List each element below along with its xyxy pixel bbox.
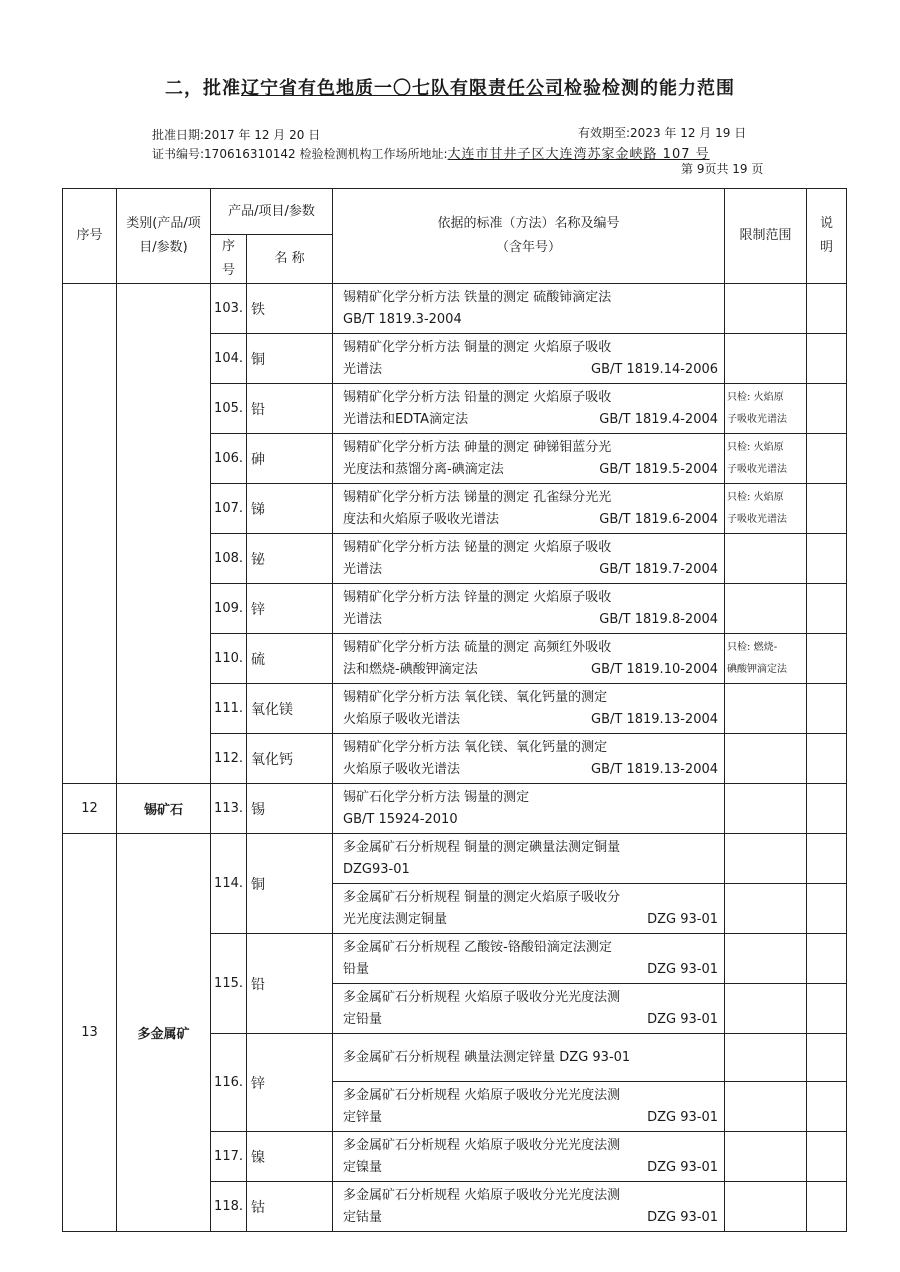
standard-line2-text: 光谱法 (343, 612, 383, 627)
item-number: 107. (211, 484, 247, 534)
limit-cell (725, 584, 807, 634)
standard-line2 (343, 709, 718, 731)
standard-name: 多金属矿石分析规程 乙酸铵-铬酸铅滴定法测定 (343, 940, 612, 955)
group-category: 多金属矿 (117, 834, 211, 1232)
item-number: 118. (211, 1182, 247, 1232)
standard-cell (333, 884, 725, 934)
item-name: 镍 (247, 1132, 333, 1182)
limit-cell (725, 834, 807, 884)
cert-label: 证书编号: (152, 147, 205, 161)
standard-line2 (343, 1157, 718, 1179)
limit-line: 只检: 火焰原 (727, 491, 784, 503)
limit-line: 子吸收光谱法 (727, 413, 788, 425)
standard-cell (333, 684, 725, 734)
standard-line2-text: 定锌量 (343, 1110, 383, 1125)
note-cell (807, 1082, 847, 1132)
item-name: 锑 (247, 484, 333, 534)
limit-line: 子吸收光谱法 (727, 513, 788, 525)
standard-line2 (343, 1207, 718, 1229)
standard-line2-text: 定铅量 (343, 1012, 383, 1027)
standard-line2 (343, 759, 718, 781)
note-cell (807, 584, 847, 634)
limit-cell (725, 334, 807, 384)
header-product: 产品/项目/参数 (211, 189, 333, 235)
standard-line2 (343, 309, 718, 331)
note-cell (807, 334, 847, 384)
approval-date (152, 126, 320, 143)
standard-line2 (343, 409, 718, 431)
standard-code: DZG 93-01 (647, 1160, 719, 1175)
limit-cell (725, 284, 807, 334)
standard-line2 (343, 959, 718, 981)
limit-line: 碘酸钾滴定法 (727, 663, 788, 675)
item-name: 氧化镁 (247, 684, 333, 734)
title-org: 辽宁省有色地质一〇七队有限责任公司 (241, 78, 564, 99)
standard-code: DZG 93-01 (647, 912, 719, 927)
standard-line2-text: 光谱法 (343, 362, 383, 377)
standard-line2-text: 光谱法 (343, 562, 383, 577)
note-cell (807, 384, 847, 434)
page-number: 第 9页共 19 页 (681, 162, 764, 176)
limit-line: 只检: 火焰原 (727, 391, 784, 403)
standard-name: 多金属矿石分析规程 碘量法测定锌量 DZG 93-01 (343, 1050, 631, 1065)
item-number: 114. (211, 834, 247, 934)
standard-line2-text: DZG93-01 (343, 862, 410, 877)
item-number: 109. (211, 584, 247, 634)
standard-cell (333, 1132, 725, 1182)
note-cell (807, 534, 847, 584)
note-cell (807, 434, 847, 484)
note-cell (807, 1132, 847, 1182)
item-number: 110. (211, 634, 247, 684)
standard-line2-text: 火焰原子吸收光谱法 (343, 712, 461, 727)
standard-code: GB/T 1819.14-2006 (591, 362, 719, 377)
standard-line2-text: 光光度法测定铜量 (343, 912, 448, 927)
standard-cell (333, 434, 725, 484)
approval-date-value: 2017 年 12 月 20 日 (204, 128, 321, 142)
standard-line2 (343, 909, 718, 931)
standard-name: 多金属矿石分析规程 火焰原子吸收分光光度法测 (343, 1138, 621, 1153)
item-number: 108. (211, 534, 247, 584)
item-number: 112. (211, 734, 247, 784)
limit-cell (725, 1082, 807, 1132)
category-cell (117, 284, 211, 784)
standard-cell (333, 334, 725, 384)
standard-code: GB/T 1819.7-2004 (599, 562, 719, 577)
standard-line2 (343, 509, 718, 531)
item-name: 铁 (247, 284, 333, 334)
standard-line2-text: 铅量 (343, 962, 370, 977)
standard-code: GB/T 1819.5-2004 (599, 462, 719, 477)
standard-line2-text: 定钴量 (343, 1210, 383, 1225)
cert-line (152, 143, 710, 162)
item-number: 115. (211, 934, 247, 1034)
standard-line2 (343, 859, 718, 881)
standard-cell (333, 634, 725, 684)
item-name: 铜 (247, 334, 333, 384)
standard-name: 锡矿石化学分析方法 锡量的测定 (343, 790, 530, 805)
standard-line2-text: 火焰原子吸收光谱法 (343, 762, 461, 777)
standard-line2 (343, 1107, 718, 1129)
standard-line2-text: 法和燃烧-碘酸钾滴定法 (343, 662, 478, 677)
table-row (63, 284, 847, 334)
note-cell (807, 834, 847, 884)
standard-name: 锡精矿化学分析方法 锌量的测定 火焰原子吸收 (343, 590, 612, 605)
standard-cell (333, 1034, 725, 1082)
item-name: 锌 (247, 1034, 333, 1132)
standard-line2-text: 光度法和蒸馏分离-碘滴定法 (343, 462, 504, 477)
standard-name: 锡精矿化学分析方法 硫量的测定 高频红外吸收 (343, 640, 612, 655)
standard-name: 多金属矿石分析规程 铜量的测定碘量法测定铜量 (343, 840, 621, 855)
group-category: 锡矿石 (117, 784, 211, 834)
valid-until-label: 有效期至: (578, 126, 631, 140)
standard-name: 锡精矿化学分析方法 氧化镁、氧化钙量的测定 (343, 740, 608, 755)
table-row (63, 784, 847, 834)
standard-line2 (343, 1009, 718, 1031)
standard-cell (333, 984, 725, 1034)
limit-cell (725, 734, 807, 784)
limit-cell (725, 484, 807, 534)
header-note: 说明 (807, 189, 847, 284)
note-cell (807, 284, 847, 334)
seq-cell (63, 284, 117, 784)
standard-cell (333, 784, 725, 834)
limit-line: 只检: 燃烧- (727, 641, 778, 653)
standard-line2-text: GB/T 1819.3-2004 (343, 312, 462, 327)
cert-number: 170616310142 (204, 147, 296, 161)
note-cell (807, 684, 847, 734)
standard-name: 锡精矿化学分析方法 氧化镁、氧化钙量的测定 (343, 690, 608, 705)
note-cell (807, 884, 847, 934)
limit-cell (725, 984, 807, 1034)
standard-name: 锡精矿化学分析方法 铅量的测定 火焰原子吸收 (343, 390, 612, 405)
item-name: 钴 (247, 1182, 333, 1232)
item-name: 锌 (247, 584, 333, 634)
header-category: 类别(产品/项目/参数) (117, 189, 211, 284)
header-seq: 序号 (63, 189, 117, 284)
standard-name: 多金属矿石分析规程 火焰原子吸收分光光度法测 (343, 990, 621, 1005)
title-prefix: 二，批准 (165, 78, 241, 99)
limit-cell (725, 634, 807, 684)
standard-cell (333, 1082, 725, 1132)
standard-cell (333, 484, 725, 534)
limit-cell (725, 1034, 807, 1082)
note-cell (807, 734, 847, 784)
note-cell (807, 984, 847, 1034)
standard-cell (333, 1182, 725, 1232)
item-number: 113. (211, 784, 247, 834)
standard-line2 (343, 359, 718, 381)
standard-name: 锡精矿化学分析方法 锑量的测定 孔雀绿分光光 (343, 490, 612, 505)
standard-line2-text: 定镍量 (343, 1160, 383, 1175)
limit-cell (725, 884, 807, 934)
standard-name: 锡精矿化学分析方法 铁量的测定 硫酸铈滴定法 (343, 290, 612, 305)
standard-name: 锡精矿化学分析方法 铋量的测定 火焰原子吸收 (343, 540, 612, 555)
limit-cell (725, 684, 807, 734)
standard-name: 锡精矿化学分析方法 铜量的测定 火焰原子吸收 (343, 340, 612, 355)
standard-line2 (343, 809, 718, 831)
standard-code: DZG 93-01 (647, 1110, 719, 1125)
limit-cell (725, 1182, 807, 1232)
standard-cell (333, 384, 725, 434)
standard-code: GB/T 1819.13-2004 (591, 712, 719, 727)
standard-line2 (343, 609, 718, 631)
address-value: 大连市甘井子区大连湾苏家金峡路 107 号 (447, 147, 710, 162)
limit-cell (725, 534, 807, 584)
standard-cell (333, 834, 725, 884)
standard-cell (333, 584, 725, 634)
item-name: 铜 (247, 834, 333, 934)
standard-line2 (343, 659, 718, 681)
note-cell (807, 634, 847, 684)
item-number: 103. (211, 284, 247, 334)
limit-line: 子吸收光谱法 (727, 463, 788, 475)
note-cell (807, 1034, 847, 1082)
limit-cell (725, 784, 807, 834)
capability-table (62, 188, 847, 1232)
standard-code: DZG 93-01 (647, 1210, 719, 1225)
item-name: 氧化钙 (247, 734, 333, 784)
item-number: 116. (211, 1034, 247, 1132)
limit-line: 只检: 火焰原 (727, 441, 784, 453)
item-number: 111. (211, 684, 247, 734)
standard-cell (333, 534, 725, 584)
title-suffix: 检验检测的能力范围 (564, 78, 735, 99)
header-standard: 依据的标准（方法）名称及编号（含年号） (333, 189, 725, 284)
address-label: 检验检测机构工作场所地址: (299, 147, 448, 161)
limit-cell (725, 384, 807, 434)
group-seq: 12 (63, 784, 117, 834)
group-seq: 13 (63, 834, 117, 1232)
limit-cell (725, 434, 807, 484)
header-item-name: 名 称 (247, 235, 333, 284)
item-number: 104. (211, 334, 247, 384)
item-number: 117. (211, 1132, 247, 1182)
standard-code: GB/T 1819.10-2004 (591, 662, 719, 677)
header-item-seq: 序号 (211, 235, 247, 284)
standard-cell (333, 284, 725, 334)
standard-code: GB/T 1819.6-2004 (599, 512, 719, 527)
approval-date-label: 批准日期: (152, 128, 205, 142)
standard-line2-text: 度法和火焰原子吸收光谱法 (343, 512, 500, 527)
standard-code: DZG 93-01 (647, 962, 719, 977)
standard-name: 多金属矿石分析规程 火焰原子吸收分光光度法测 (343, 1088, 621, 1103)
page-title (0, 74, 900, 100)
limit-cell (725, 1132, 807, 1182)
standard-code: GB/T 1819.13-2004 (591, 762, 719, 777)
standard-name: 多金属矿石分析规程 铜量的测定火焰原子吸收分 (343, 890, 621, 905)
table-row (63, 834, 847, 884)
standard-cell (333, 934, 725, 984)
standard-line2-text: GB/T 15924-2010 (343, 812, 458, 827)
header-limit: 限制范围 (725, 189, 807, 284)
item-name: 砷 (247, 434, 333, 484)
valid-until-value: 2023 年 12 月 19 日 (630, 126, 747, 140)
standard-line2-text: 光谱法和EDTA滴定法 (343, 412, 469, 427)
item-name: 锡 (247, 784, 333, 834)
note-cell (807, 484, 847, 534)
standard-code: GB/T 1819.4-2004 (599, 412, 719, 427)
item-name: 铅 (247, 384, 333, 434)
item-name: 铋 (247, 534, 333, 584)
valid-until (578, 124, 746, 141)
item-name: 硫 (247, 634, 333, 684)
standard-cell (333, 734, 725, 784)
standard-line2 (343, 559, 718, 581)
note-cell (807, 934, 847, 984)
note-cell (807, 1182, 847, 1232)
standard-code: GB/T 1819.8-2004 (599, 612, 719, 627)
standard-name: 多金属矿石分析规程 火焰原子吸收分光光度法测 (343, 1188, 621, 1203)
table-body (63, 189, 847, 1232)
item-number: 105. (211, 384, 247, 434)
standard-name: 锡精矿化学分析方法 砷量的测定 砷锑钼蓝分光 (343, 440, 612, 455)
standard-code: DZG 93-01 (647, 1012, 719, 1027)
item-number: 106. (211, 434, 247, 484)
limit-cell (725, 934, 807, 984)
item-name: 铅 (247, 934, 333, 1034)
standard-line2 (343, 459, 718, 481)
note-cell (807, 784, 847, 834)
